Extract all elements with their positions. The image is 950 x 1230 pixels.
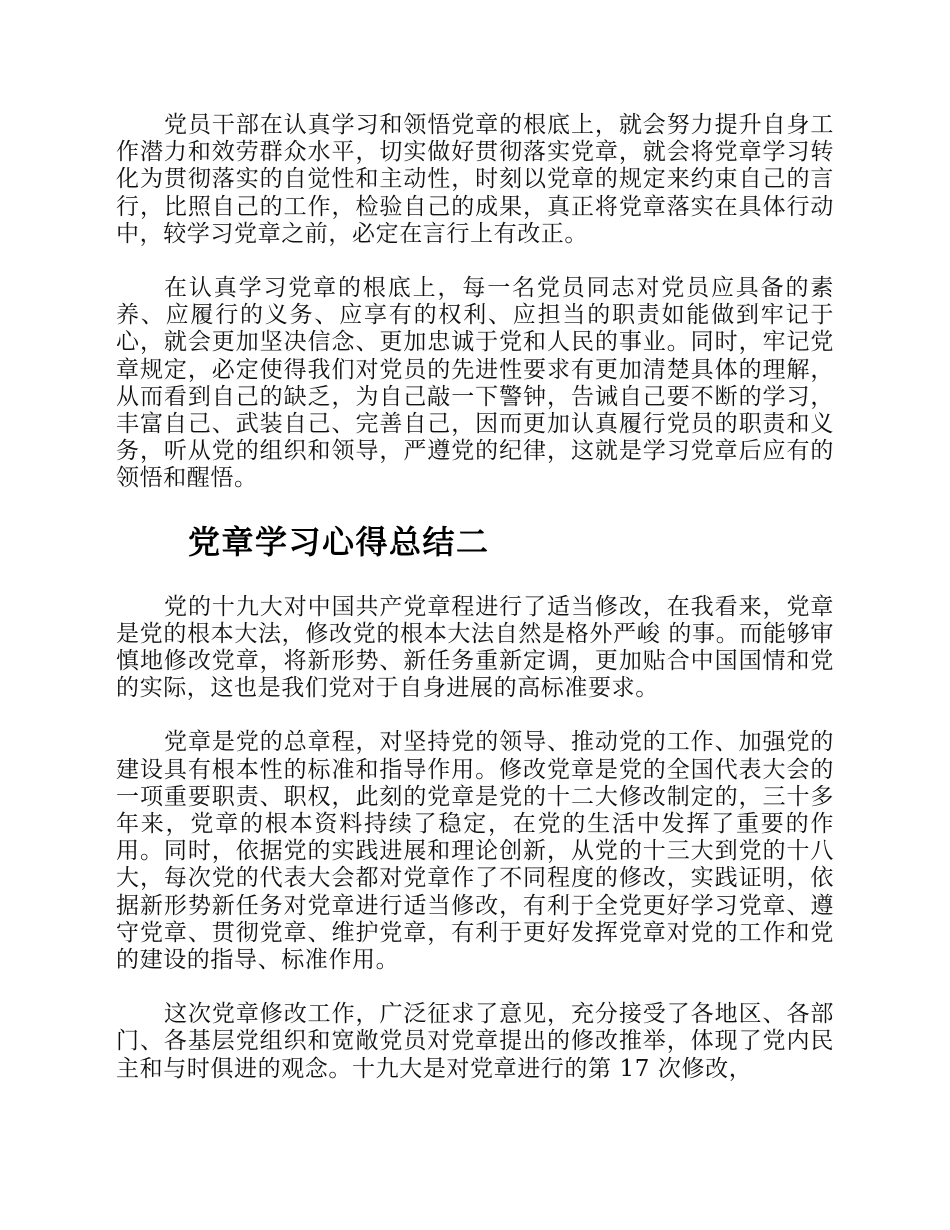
paragraph: 党的十九大对中国共产党章程进行了适当修改，在我看来，党章是党的根本大法，修改党的根本大法自然是格外严峻 的事。而能够审慎地修改党章，将新形势、新任务重新定调，更加贴合中国国情和党的实际，这也是我们党对于自身进展的高标准要求。 <box>116 593 834 702</box>
document-body <box>116 112 834 1083</box>
paragraph: 这次党章修改工作，广泛征求了意见，充分接受了各地区、各部门、各基层党组织和宽敞党员对党章提出的修改推举，体现了党内民主和与时俱进的观念。十九大是对党章进行的第 17 次修改， <box>116 1001 834 1082</box>
section-heading: 党章学习心得总结二 <box>188 522 490 561</box>
paragraph: 在认真学习党章的根底上，每一名党员同志对党员应具备的素养、应履行的义务、应享有的权利、应担当的职责如能做到牢记于心，就会更加坚决信念、更加忠诚于党和人民的事业。同时，牢记党章规定，必定使得我们对党员的先进性要求有更加清楚具体的理解，从而看到自己的缺乏，为自己敲一下警钟，告诫自己要不断的学习，丰富自己、武装自己、完善自己，因而更加认真履行党员的职责和义务，听从党的组织和领导，严遵党的纪律，这就是学习党章后应有的领悟和醒悟。 <box>116 275 834 492</box>
paragraph: 党章是党的总章程，对坚持党的领导、推动党的工作、加强党的建设具有根本性的标准和指导作用。修改党章是党的全国代表大会的一项重要职责、职权，此刻的党章是党的十二大修改制定的，三十多年来，党章的根本资料持续了稳定，在党的生活中发挥了重要的作用。同时，依据党的实践进展和理论创新，从党的十三大到党的十八大，每次党的代表大会都对党章作了不同程度的修改，实践证明，依据新形势新任务对党章进行适当修改，有利于全党更好学习党章、遵守党章、贯彻党章、维护党章，有利于更好发挥党章对党的工作和党的建设的指导、标准作用。 <box>116 729 834 974</box>
paragraph: 党员干部在认真学习和领悟党章的根底上，就会努力提升自身工作潜力和效劳群众水平，切实做好贯彻落实党章，就会将党章学习转化为贯彻落实的自觉性和主动性，时刻以党章的规定来约束自己的言行，比照自己的工作，检验自己的成果，真正将党章落实在具体行动中，较学习党章之前，必定在言行上有改正。 <box>116 112 834 247</box>
